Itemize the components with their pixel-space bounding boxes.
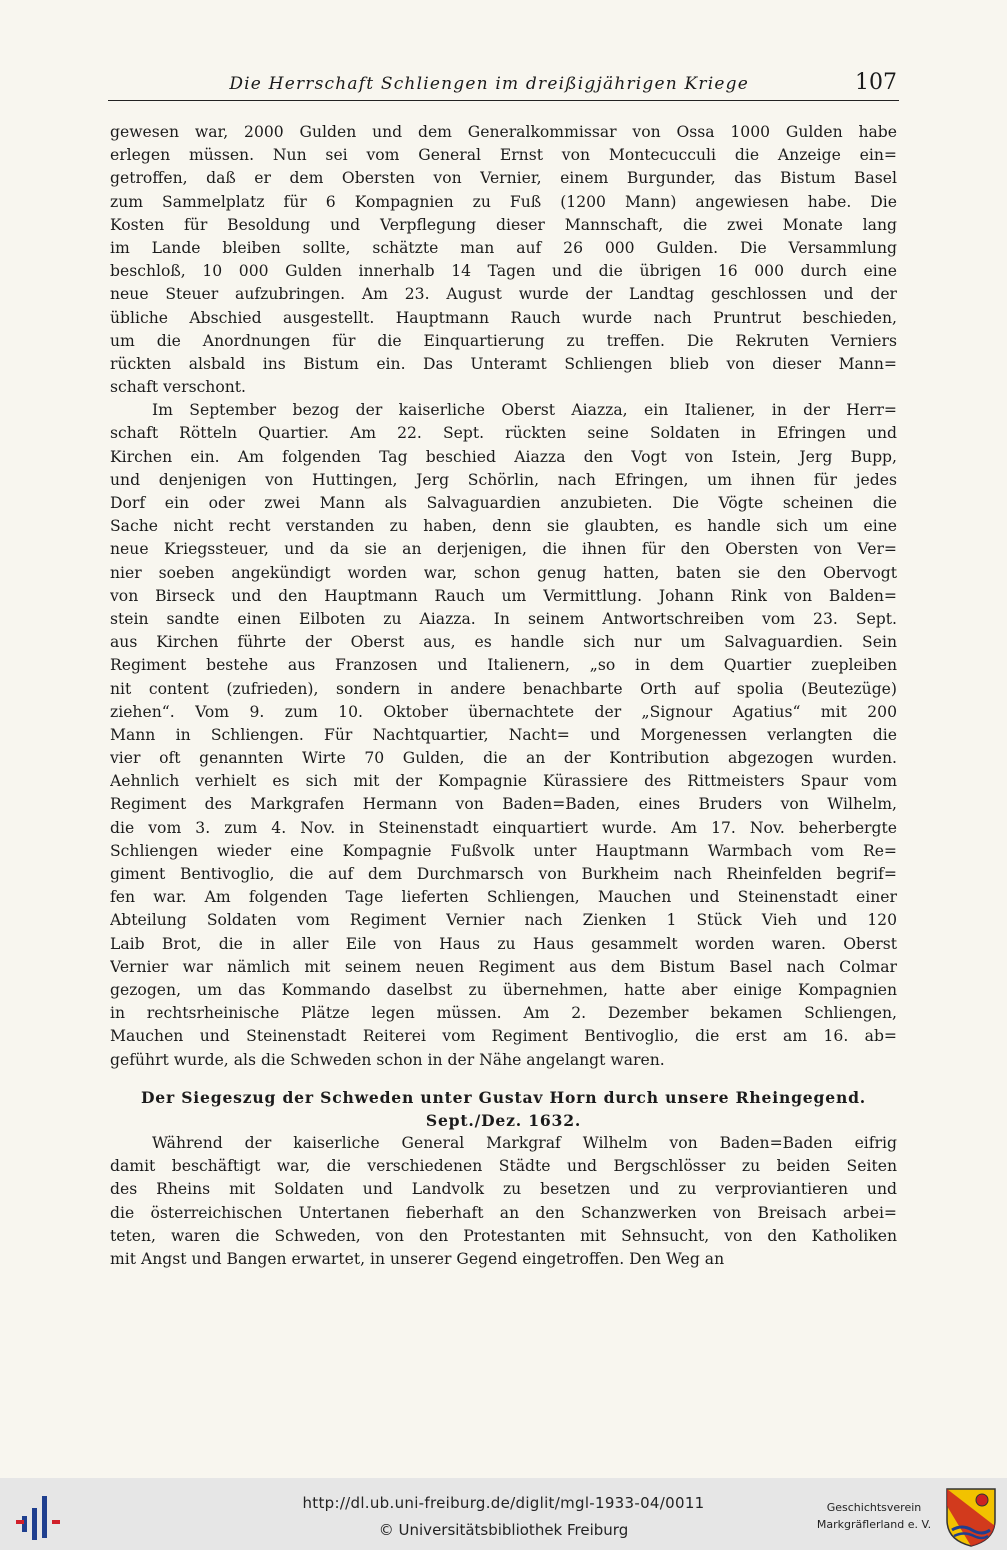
- text-line: Dorf ein oder zwei Mann als Salvaguardien anzubieten. Die Vögte scheinen die: [110, 494, 897, 512]
- text-line: Abteilung Soldaten vom Regiment Vernier nach Zienken 1 Stück Vieh und 120: [110, 911, 897, 930]
- text-line: teten, waren die Schweden, von den Protestanten mit Sehnsucht, von den Katholiken: [110, 1226, 897, 1245]
- text-line: ziehen“. Vom 9. zum 10. Oktober übernachtete der „Signour Agatius“ mit 200: [110, 702, 897, 721]
- text-line: geführt wurde, als die Schweden schon in der Nähe angelangt waren.: [110, 1050, 665, 1069]
- text-line: um die Anordnungen für die Einquartierung zu treffen. Die Rekruten Verniers: [110, 331, 897, 350]
- copyright-notice: © Universitätsbibliothek Freiburg: [378, 1521, 629, 1539]
- text-line: die vom 3. zum 4. Nov. in Steinenstadt einquartiert wurde. Am 17. Nov. beherbergte: [110, 818, 897, 837]
- text-line: Regiment bestehe aus Franzosen und Italienern, „so in dem Quartier zuepleiben: [110, 656, 897, 675]
- running-head: [108, 72, 899, 101]
- section-heading: Der Siegeszug der Schweden unter Gustav Horn durch unsere Rheingegend.: [140, 1087, 867, 1107]
- body-text: [110, 121, 897, 1271]
- paragraph: [110, 1132, 897, 1271]
- society-name: [808, 1499, 940, 1533]
- text-line: in rechtsrheinische Plätze legen müssen. Am 2. Dezember bekamen Schliengen,: [110, 1004, 897, 1023]
- text-line: Während der kaiserliche General Markgraf Wilhelm von Baden=Baden eifrig: [152, 1134, 897, 1153]
- text-line: Mann in Schliengen. Für Nachtquartier, Nacht= und Morgenessen verlangten die: [110, 725, 897, 744]
- text-line: Kosten für Besoldung und Verpflegung dieser Mannschaft, die zwei Monate lang: [110, 215, 897, 234]
- text-line: von Birseck und den Hauptmann Rauch um Vermittlung. Johann Rink von Balden=: [110, 586, 897, 605]
- coat-of-arms-icon: [944, 1486, 998, 1548]
- text-line: Sache nicht recht verstanden zu haben, denn sie glaubten, es handle sich um eine: [110, 517, 897, 536]
- text-line: die österreichischen Untertanen fieberhaft an den Schanzwerken von Breisach arbei=: [110, 1203, 897, 1222]
- text-line: beschloß, 10 000 Gulden innerhalb 14 Tagen und die übrigen 16 000 durch eine: [110, 262, 897, 281]
- text-line: giment Bentivoglio, die auf dem Durchmarsch von Burkheim nach Rheinfelden begrif=: [110, 865, 897, 883]
- text-line: Schliengen wieder eine Kompagnie Fußvolk unter Hauptmann Warmbach vom Re=: [110, 841, 897, 860]
- text-line: schaft Rötteln Quartier. Am 22. Sept. rückten seine Soldaten in Efringen und: [110, 424, 897, 443]
- paragraph: [110, 399, 897, 1071]
- text-line: stein sandte einen Eilboten zu Aiazza. In seinem Antwortschreiben vom 23. Sept.: [110, 609, 897, 628]
- text-line: schaft verschont.: [110, 378, 246, 397]
- text-line: aus Kirchen führte der Oberst aus, es handle sich nur um Salvaguardien. Sein: [110, 633, 897, 652]
- running-title: Die Herrschaft Schliengen im dreißigjährigen Kriege: [229, 74, 749, 94]
- text-line: gezogen, um das Kommando daselbst zu übernehmen, hatte aber einige Kompagnien: [110, 980, 897, 999]
- text-line: getroffen, daß er dem Obersten von Vernier, einem Burgunder, das Bistum Basel: [110, 169, 897, 188]
- text-line: mit Angst und Bangen erwartet, in unserer Gegend eingetroffen. Den Weg an: [110, 1250, 725, 1268]
- section-heading-date: Sept./Dez. 1632.: [425, 1110, 582, 1130]
- text-line: nit content (zufrieden), sondern in andere benachbarte Orth auf spolia (Beutezüge): [110, 679, 897, 698]
- text-line: übliche Abschied ausgestellt. Hauptmann Rauch wurde nach Pruntrut beschieden,: [110, 308, 897, 327]
- text-line: fen war. Am folgenden Tage lieferten Schliengen, Mauchen und Steinenstadt einer: [110, 888, 897, 907]
- text-line: neue Kriegssteuer, und da sie an derjenigen, die ihnen für den Obersten von Ver=: [110, 540, 897, 559]
- text-line: im Lande bleiben sollte, schätzte man auf 26 000 Gulden. Die Versammlung: [110, 238, 897, 257]
- text-line: neue Steuer aufzubringen. Am 23. August wurde der Landtag geschlossen und der: [110, 285, 897, 304]
- text-line: Kirchen ein. Am folgenden Tag beschied Aiazza den Vogt von Istein, Jerg Bupp,: [110, 447, 897, 466]
- text-line: damit beschäftigt war, die verschiedenen Städte und Bergschlösser zu beiden Seiten: [110, 1157, 897, 1176]
- text-line: Regiment des Markgrafen Hermann von Baden=Baden, eines Bruders von Wilhelm,: [110, 795, 897, 814]
- text-line: Aehnlich verhielt es sich mit der Kompagnie Kürassiere des Rittmeisters Spaur vom: [110, 772, 897, 791]
- text-line: erlegen müssen. Nun sei vom General Ernst von Montecucculi die Anzeige ein=: [110, 146, 897, 165]
- page-number: 107: [855, 70, 897, 95]
- text-line: Vernier war nämlich mit seinem neuen Regiment aus dem Bistum Basel nach Colmar: [110, 957, 897, 976]
- text-line: nier soeben angekündigt worden war, schon genug hatten, baten sie den Obervogt: [110, 563, 897, 582]
- permalink-url[interactable]: http://dl.ub.uni-freiburg.de/diglit/mgl-1933-04/0011: [302, 1494, 705, 1512]
- text-line: zum Sammelplatz für 6 Kompagnien zu Fuß (1200 Mann) angewiesen habe. Die: [110, 192, 897, 211]
- society-name-line2: Markgräflerland e. V.: [816, 1518, 932, 1531]
- text-line: vier oft genannten Wirte 70 Gulden, die an der Kontribution abgezogen wurden.: [110, 749, 897, 768]
- text-line: gewesen war, 2000 Gulden und dem Generalkommissar von Ossa 1000 Gulden habe: [110, 123, 897, 141]
- text-line: rückten alsbald ins Bistum ein. Das Unteramt Schliengen blieb von dieser Mann=: [110, 354, 897, 373]
- text-line: und denjenigen von Huttingen, Jerg Schörlin, nach Efringen, um ihnen für jedes: [110, 470, 897, 489]
- footer-bar: [0, 1478, 1007, 1550]
- paragraph: [110, 121, 897, 399]
- text-line: des Rheins mit Soldaten und Landvolk zu besetzen und zu verproviantieren und: [110, 1180, 897, 1199]
- text-line: Im September bezog der kaiserliche Oberst Aiazza, ein Italiener, in der Herr=: [152, 401, 897, 420]
- society-name-line1: Geschichtsverein: [826, 1501, 922, 1514]
- text-line: Mauchen und Steinenstadt Reiterei vom Regiment Bentivoglio, die erst am 16. ab=: [110, 1027, 897, 1046]
- text-line: Laib Brot, die in aller Eile von Haus zu Haus gesammelt worden waren. Oberst: [110, 934, 897, 953]
